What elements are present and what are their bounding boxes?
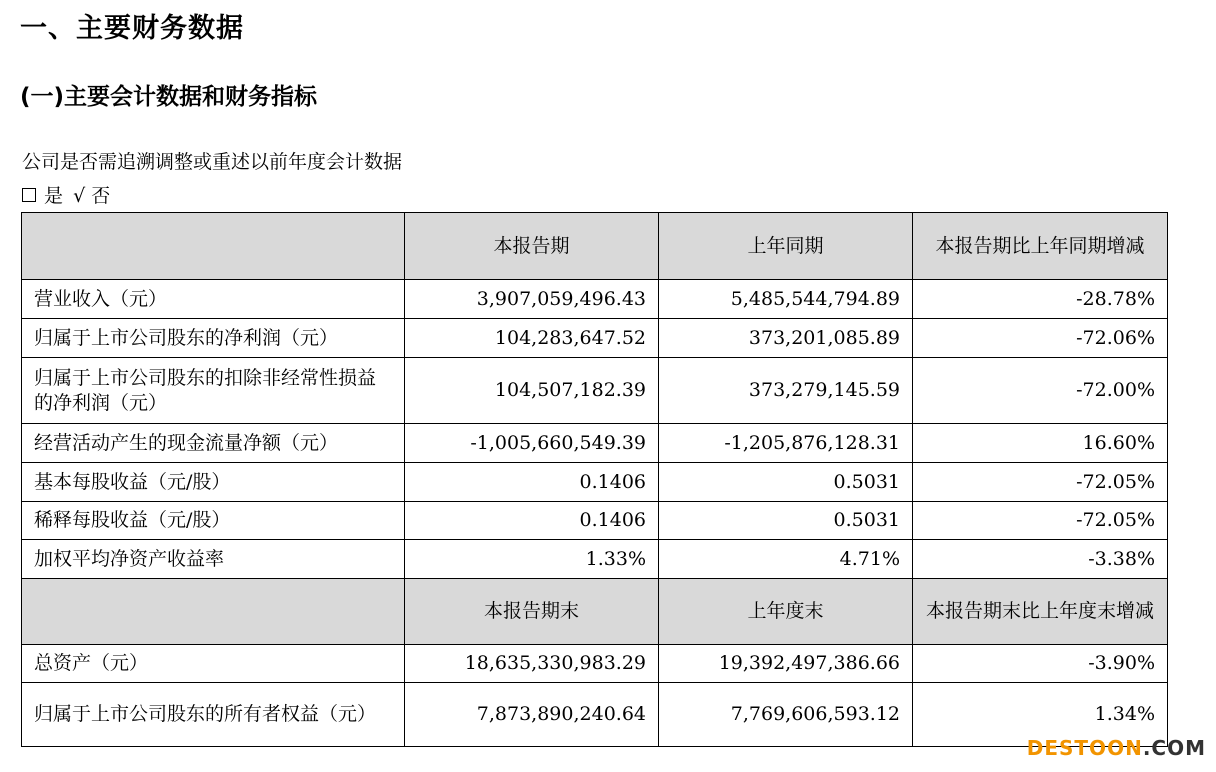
subsection-heading: (一)主要会计数据和财务指标 [20,84,318,110]
previous-value: 7,769,606,593.12 [659,683,913,747]
row-label: 归属于上市公司股东的所有者权益（元） [22,683,405,747]
row-label: 基本每股收益（元/股） [22,463,405,502]
yes-label: 是 [44,185,64,207]
change-value: -72.05% [913,502,1168,540]
current-value: 18,635,330,983.29 [405,645,659,683]
table-row [22,540,1168,579]
previous-value: 4.71% [659,540,913,579]
previous-value: 0.5031 [659,502,913,540]
change-value: -3.38% [913,540,1168,579]
change-value: 1.34% [913,683,1168,747]
current-value: 7,873,890,240.64 [405,683,659,747]
no-option [73,181,110,208]
change-value: -72.05% [913,463,1168,502]
header-cell-change: 本报告期末比上年度末增减 [913,579,1168,645]
watermark-domain: .COM [1142,736,1206,760]
restatement-question: 公司是否需追溯调整或重述以前年度会计数据 [22,151,403,173]
financial-data-table [21,212,1168,747]
no-label: 否 [91,185,111,207]
checkbox-empty-icon [22,188,36,202]
header-cell-empty [22,213,405,280]
row-label: 归属于上市公司股东的净利润（元） [22,319,405,358]
table-row [22,645,1168,683]
change-value: -72.06% [913,319,1168,358]
row-label: 经营活动产生的现金流量净额（元） [22,424,405,463]
header-cell-empty [22,579,405,645]
table-row [22,683,1168,747]
header-cell-prior-year-end: 上年度末 [659,579,913,645]
yes-option [22,181,63,208]
header-cell-change: 本报告期比上年同期增减 [913,213,1168,280]
table-header-row [22,213,1168,280]
watermark [1027,736,1206,760]
table-row [22,463,1168,502]
previous-value: 5,485,544,794.89 [659,280,913,319]
row-label: 稀释每股收益（元/股） [22,502,405,540]
previous-value: 373,201,085.89 [659,319,913,358]
table-row [22,502,1168,540]
change-value: -72.00% [913,358,1168,424]
row-label: 总资产（元） [22,645,405,683]
current-value: 1.33% [405,540,659,579]
row-label: 加权平均净资产收益率 [22,540,405,579]
check-mark-icon: √ [73,185,86,207]
section-heading: 一、主要财务数据 [20,13,244,44]
previous-value: 19,392,497,386.66 [659,645,913,683]
previous-value: -1,205,876,128.31 [659,424,913,463]
table-row [22,424,1168,463]
row-label: 营业收入（元） [22,280,405,319]
table-row [22,280,1168,319]
current-value: 0.1406 [405,463,659,502]
current-value: 104,507,182.39 [405,358,659,424]
change-value: 16.60% [913,424,1168,463]
header-cell-prior-period: 上年同期 [659,213,913,280]
table-row [22,358,1168,424]
current-value: 0.1406 [405,502,659,540]
current-value: -1,005,660,549.39 [405,424,659,463]
table-row [22,319,1168,358]
change-value: -3.90% [913,645,1168,683]
table-header-row [22,579,1168,645]
change-value: -28.78% [913,280,1168,319]
previous-value: 0.5031 [659,463,913,502]
header-cell-period-end: 本报告期末 [405,579,659,645]
restatement-options [22,181,110,208]
header-cell-current-period: 本报告期 [405,213,659,280]
current-value: 104,283,647.52 [405,319,659,358]
row-label: 归属于上市公司股东的扣除非经常性损益的净利润（元） [22,358,405,424]
current-value: 3,907,059,496.43 [405,280,659,319]
watermark-brand: DESTOON [1026,736,1143,760]
previous-value: 373,279,145.59 [659,358,913,424]
